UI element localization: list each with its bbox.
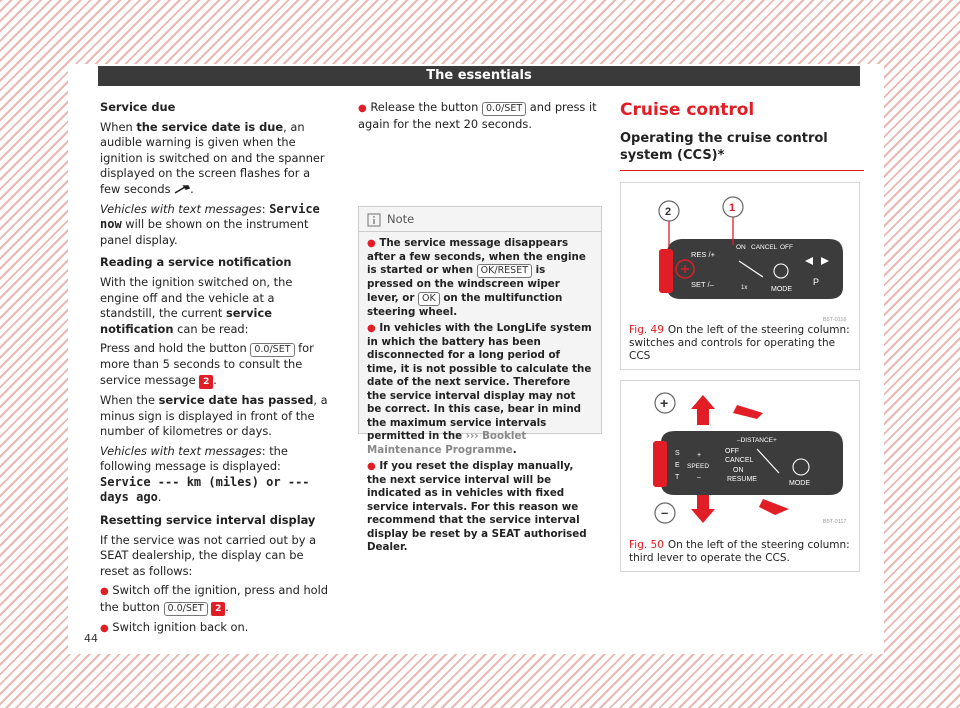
lever-label-cancel: CANCEL bbox=[751, 244, 778, 251]
figure-50 bbox=[620, 380, 860, 572]
lever-label-e: E bbox=[675, 462, 680, 469]
italic-label: Vehicles with text messages bbox=[100, 443, 262, 458]
lever-label-resume: RESUME bbox=[727, 476, 757, 483]
text: With the ignition switched on, the engine off and the vehicle at a standstill, the current bbox=[100, 274, 293, 321]
text: The service message disappears after a few seconds, when the engine is started or when bbox=[367, 237, 586, 276]
figure-label: Fig. 49 bbox=[629, 324, 664, 336]
text: on the multifunction steering wheel. bbox=[367, 291, 563, 318]
key-0-0-set: 0.0/SET bbox=[482, 102, 526, 116]
booklet-reference: ››› Booklet Maintenance Programme bbox=[367, 430, 527, 456]
lever-label-plus: + bbox=[697, 452, 702, 459]
lever-label-res: RES /+ bbox=[691, 250, 715, 259]
note-body bbox=[359, 232, 601, 555]
note-header bbox=[359, 207, 601, 232]
reading-paragraph-1 bbox=[100, 275, 332, 337]
svg-text:P: P bbox=[813, 277, 820, 287]
lever-label-distance: –DISTANCE+ bbox=[737, 437, 777, 444]
lever-label-speed: SPEED bbox=[687, 463, 710, 470]
bullet-icon: ● bbox=[367, 461, 376, 472]
emphasis: the service date is due bbox=[136, 119, 284, 134]
spanner-icon bbox=[174, 185, 190, 194]
text: , a minus sign is displayed in front of the number of kilometres or days. bbox=[100, 392, 328, 439]
reading-paragraph-2: Press and hold the button 0.0/SET for more than 5 seconds to consult the service message 2 . bbox=[100, 341, 314, 387]
text: In vehicles with the LongLife system in which the battery has been disconnected for a long period of time, it is not possible to calculate the date of the next service. Therefore the service interval display may not be correct. In this case, bear in mind the maximum service intervals permitted in the bbox=[367, 322, 592, 442]
text: : the following message is displayed: bbox=[100, 443, 288, 474]
lever-label-t: T bbox=[675, 474, 680, 481]
lever-label-mode: MODE bbox=[771, 286, 792, 293]
bullet-item: ● Switch off the ignition, press and hold the button 0.0/SET 2 . bbox=[100, 583, 329, 615]
text: Switch ignition back on. bbox=[112, 620, 249, 635]
italic-label: Vehicles with text messages bbox=[100, 201, 262, 216]
callout-2: 2 bbox=[665, 206, 672, 218]
text: . bbox=[512, 443, 517, 456]
note-box bbox=[358, 206, 602, 553]
page-number: 44 bbox=[84, 632, 98, 645]
lever-label-on: ON bbox=[736, 244, 746, 251]
text: can be read: bbox=[173, 321, 249, 336]
text: When bbox=[100, 119, 137, 134]
figure-label: Fig. 50 bbox=[629, 539, 664, 551]
reading-paragraph-3 bbox=[100, 393, 332, 440]
text: Press and hold the button bbox=[100, 341, 251, 356]
text: , an audible warning is given when the ignition is switched on and the spanner displayed on the screen flashes for a few seconds bbox=[100, 119, 325, 196]
bullet-icon: ● bbox=[100, 586, 109, 598]
callout-number: 2 bbox=[199, 375, 213, 389]
text: Switch off the ignition, press and hold the button bbox=[100, 583, 329, 615]
figure-code: B5T-0117 bbox=[823, 519, 847, 525]
display-message: Service --- km (miles) or --- days ago bbox=[100, 474, 310, 505]
note-item bbox=[367, 460, 593, 555]
text: and press it again for the next 20 seconds. bbox=[358, 100, 597, 131]
text: will be shown on the instrument panel display. bbox=[100, 217, 309, 247]
resetting-heading: Resetting service interval display bbox=[100, 513, 316, 528]
caption-text: On the left of the steering column: third lever to operate the CCS. bbox=[629, 539, 850, 564]
third-lever-illustration bbox=[629, 389, 851, 527]
reading-paragraph-4: Vehicles with text messages: the following message is displayed: Service --- km (miles) or --- days ago. bbox=[100, 443, 310, 505]
figure-code: B5T-0116 bbox=[823, 317, 847, 323]
page-header: The essentials bbox=[98, 66, 860, 86]
note-item bbox=[367, 322, 593, 457]
bullet-icon: ● bbox=[358, 103, 367, 114]
service-due-text-message bbox=[100, 202, 332, 249]
bullet-item bbox=[358, 100, 600, 132]
note-item bbox=[367, 237, 593, 319]
key-0-0-set: 0.0/SET bbox=[164, 602, 208, 616]
info-icon bbox=[367, 213, 381, 227]
lever-label-off: OFF bbox=[780, 244, 793, 251]
lever-label-off: OFF bbox=[725, 448, 739, 455]
plus-callout: + bbox=[660, 395, 669, 411]
service-due-heading: Service due bbox=[100, 100, 176, 114]
text: Release the button bbox=[370, 100, 482, 114]
callout-1: 1 bbox=[729, 202, 736, 214]
lever-label-mode: MODE bbox=[789, 480, 810, 487]
section-subtitle: Operating the cruise control system (CCS)* bbox=[620, 130, 864, 171]
text: If you reset the display manually, the next service interval will be indicated as in vehicles with fixed service intervals. For this reason we recommend that the service interval display be reset by a SEAT authorised Dealer. bbox=[367, 460, 587, 553]
emphasis: service date has passed bbox=[158, 392, 314, 407]
key-0-0-set: 0.0/SET bbox=[250, 343, 294, 357]
callout-number: 2 bbox=[211, 602, 225, 616]
manual-page bbox=[68, 64, 884, 654]
emphasis: service notification bbox=[100, 306, 272, 336]
reading-heading: Reading a service notification bbox=[100, 255, 292, 270]
bullet-item bbox=[100, 620, 332, 637]
lever-label-cancel: CANCEL bbox=[725, 457, 754, 464]
bullet-icon: ● bbox=[367, 238, 376, 249]
figure-caption bbox=[629, 539, 853, 565]
lever-label-on: ON bbox=[733, 467, 744, 474]
column-cruise-control bbox=[620, 100, 864, 171]
section-title: Cruise control bbox=[620, 100, 755, 120]
text: When the bbox=[100, 392, 159, 407]
lever-label-1x: 1x bbox=[741, 285, 748, 291]
caption-text: On the left of the steering column: switches and controls for operating the CCS bbox=[629, 324, 850, 362]
bullet-icon: ● bbox=[100, 623, 109, 635]
bullet-icon: ● bbox=[367, 323, 376, 334]
figure-49 bbox=[620, 182, 860, 370]
figure-caption bbox=[629, 324, 853, 363]
resetting-paragraph: If the service was not carried out by a SEAT dealership, the display can be reset as follows: bbox=[100, 532, 317, 578]
display-message: Service now bbox=[100, 201, 320, 232]
lever-label-minus: – bbox=[697, 474, 701, 481]
key-ok: OK bbox=[418, 292, 440, 306]
note-title: Note bbox=[387, 212, 415, 226]
column-continued bbox=[358, 100, 600, 136]
service-due-paragraph: When the service date is due, an audible warning is given when the ignition is switched on and the spanner displayed on the screen flashes for a few seconds . bbox=[100, 119, 325, 196]
text: : bbox=[261, 201, 270, 216]
text: for more than 5 seconds to consult the service message bbox=[100, 341, 314, 387]
text: is pressed on the windscreen wiper lever, or bbox=[367, 264, 560, 304]
cruise-lever-illustration bbox=[629, 191, 851, 325]
minus-callout: – bbox=[661, 505, 669, 520]
column-service bbox=[100, 100, 332, 641]
lever-label-s: S bbox=[675, 450, 680, 457]
key-ok-reset: OK/RESET bbox=[477, 264, 532, 278]
lever-label-set: SET /– bbox=[691, 280, 714, 289]
